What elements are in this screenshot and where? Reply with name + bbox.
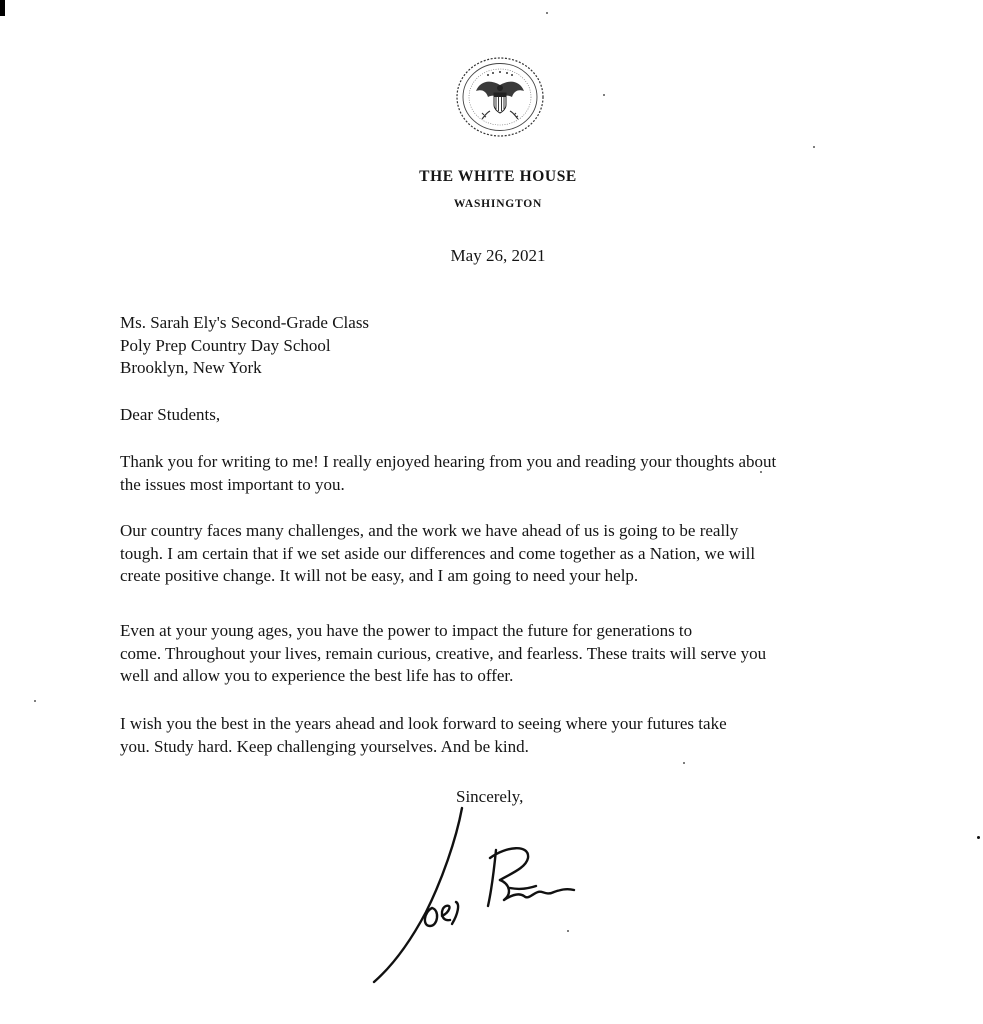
paragraph-line: Even at your young ages, you have the power to impact the future for generations to <box>120 621 693 640</box>
body-paragraph <box>120 713 727 758</box>
paragraph-line: create positive change. It will not be easy, and I am going to need your help. <box>120 566 639 585</box>
body-paragraph <box>120 451 776 496</box>
letterhead-title: THE WHITE HOUSE <box>419 168 577 185</box>
address-line: Ms. Sarah Ely's Second-Grade Class <box>120 313 370 332</box>
paragraph-line: tough. I am certain that if we set aside our differences and come together as a Nation, we will <box>120 543 756 563</box>
scan-corner-mark <box>0 0 5 16</box>
scan-speck <box>760 471 762 473</box>
recipient-address <box>120 312 369 380</box>
paragraph-line: you. Study hard. Keep challenging yourselves. And be kind. <box>120 736 529 756</box>
paragraph-line: Thank you for writing to me! I really enjoyed hearing from you and reading your thoughts about <box>120 452 777 471</box>
scan-speck <box>546 12 548 14</box>
scan-speck <box>683 762 685 764</box>
handwritten-signature-icon <box>360 800 590 990</box>
address-line: Poly Prep Country Day School <box>120 335 331 355</box>
scan-speck <box>34 700 36 702</box>
letterhead-subtitle: WASHINGTON <box>453 198 543 210</box>
body-paragraph <box>120 620 766 688</box>
address-line: Brooklyn, New York <box>120 358 262 377</box>
scan-speck <box>567 930 569 932</box>
scan-speck <box>977 836 980 839</box>
scan-speck <box>813 146 815 148</box>
salutation: Dear Students, <box>120 405 221 424</box>
paragraph-line: I wish you the best in the years ahead and look forward to seeing where your futures take <box>120 714 727 733</box>
paragraph-line: Our country faces many challenges, and the work we have ahead of us is going to be really <box>120 521 739 540</box>
letter-date: May 26, 2021 <box>450 246 546 265</box>
closing: Sincerely, <box>456 787 524 806</box>
paragraph-line: well and allow you to experience the best life has to offer. <box>120 666 514 685</box>
paragraph-line: come. Throughout your lives, remain curious, creative, and fearless. These traits will serve you <box>120 643 767 663</box>
paragraph-line: the issues most important to you. <box>120 474 345 494</box>
scan-speck <box>603 94 605 96</box>
presidential-seal-icon <box>454 55 546 139</box>
body-paragraph <box>120 520 755 588</box>
